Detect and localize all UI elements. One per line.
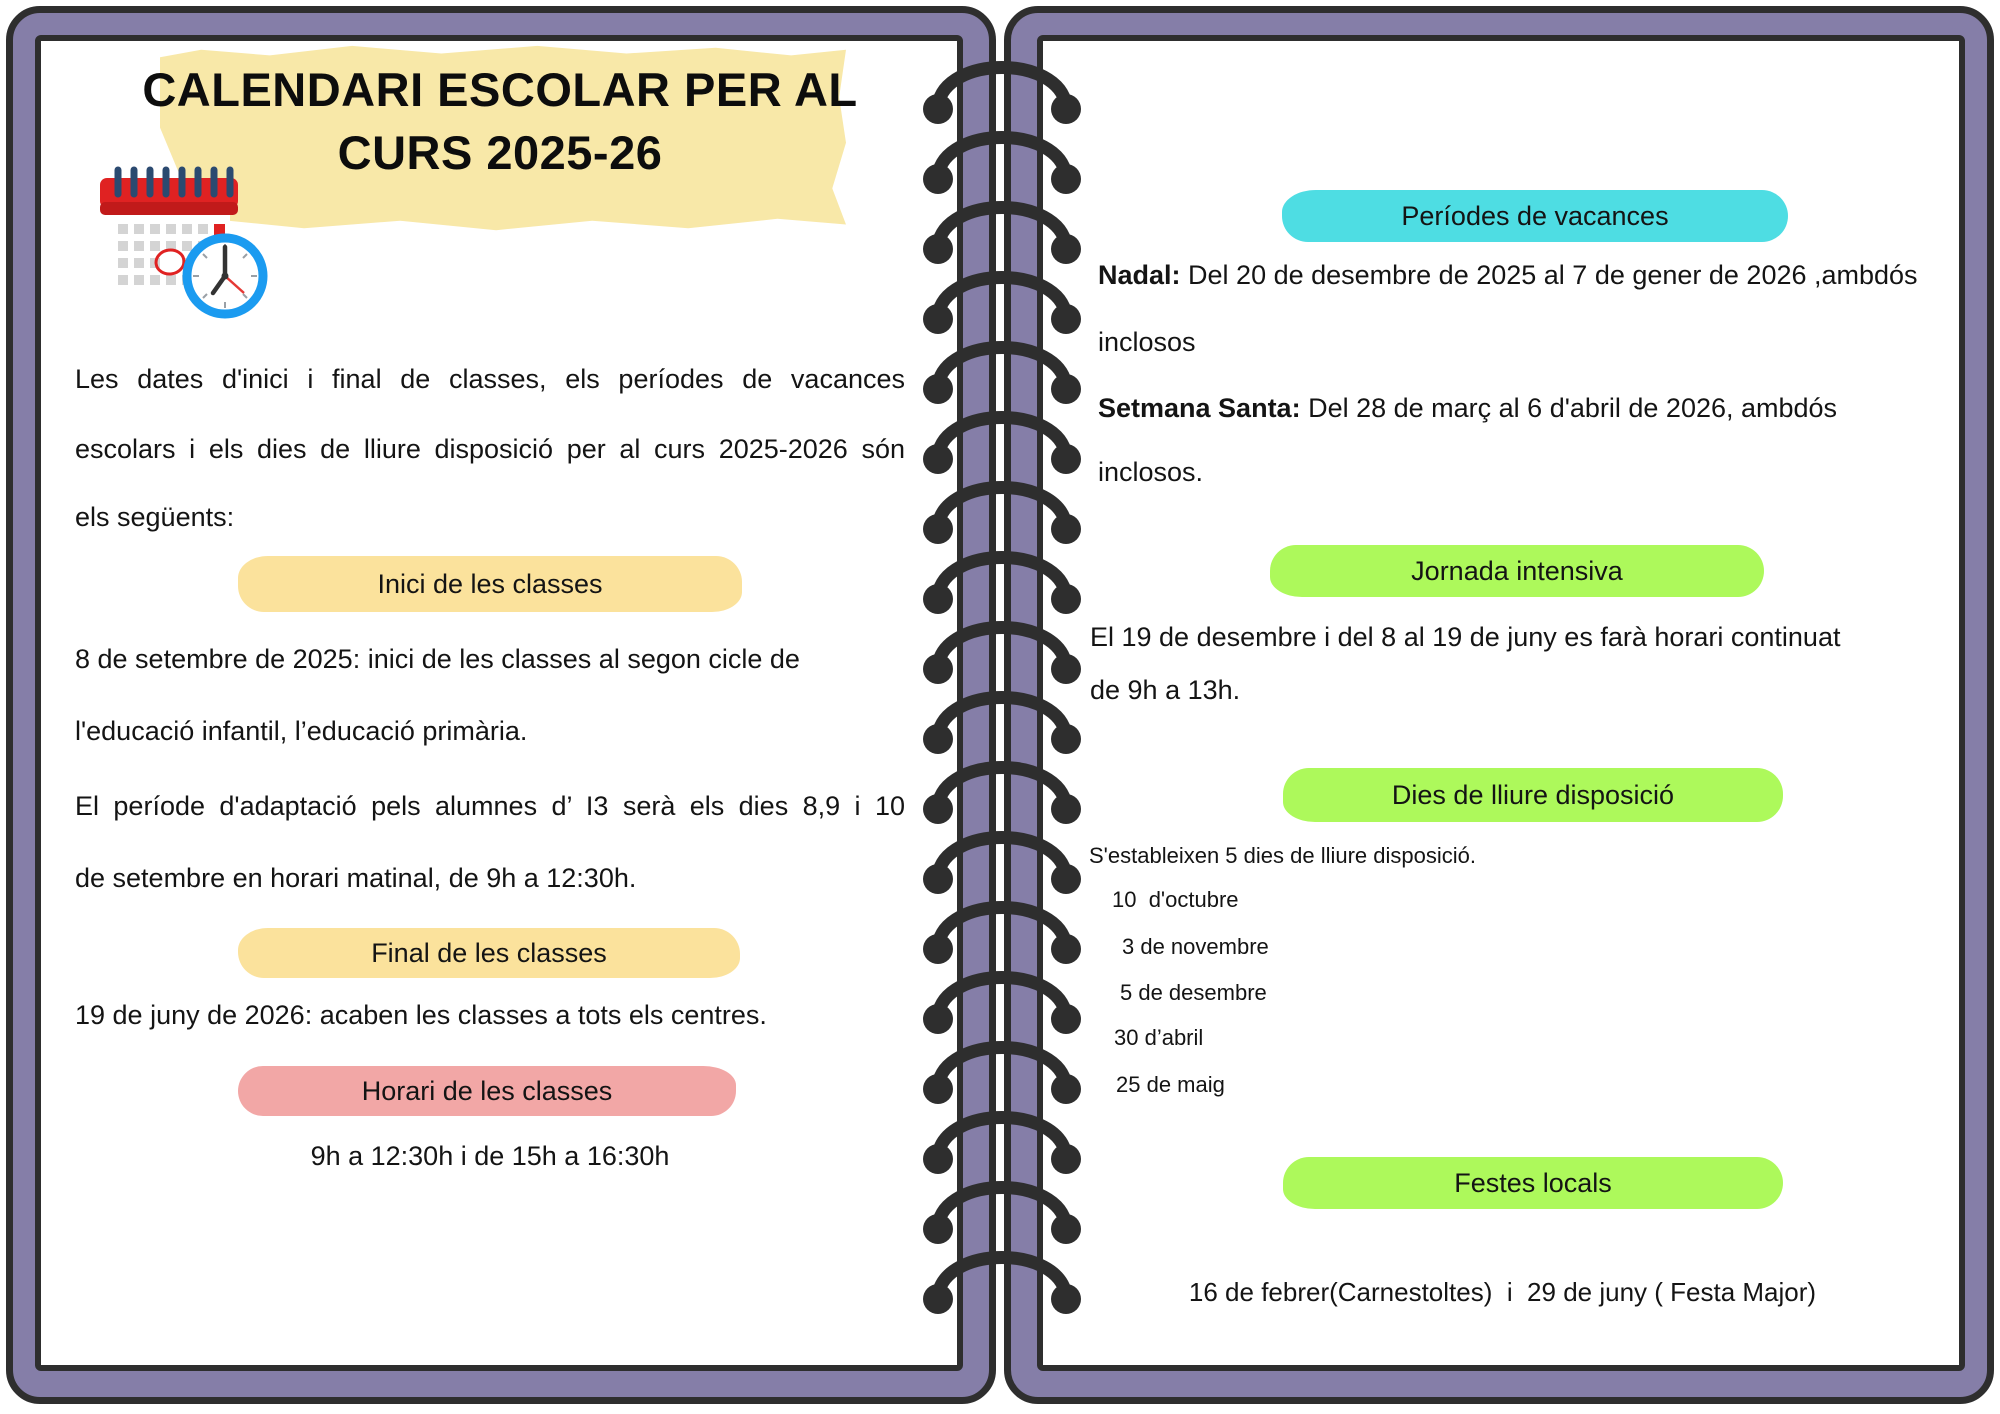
festes-line: 16 de febrer(Carnestoltes) i 29 de juny ( Festa Major)	[1188, 1277, 1817, 1307]
jornada-line-1: El 19 de desembre i del 8 al 19 de juny es farà horari continuat	[1090, 622, 1841, 652]
setmana-line	[1098, 388, 1837, 428]
section-pill-final-label: Final de les classes	[371, 937, 607, 968]
dies-intro: S'estableixen 5 dies de lliure disposició.	[1089, 843, 1476, 868]
dies-item-1: 10 d'octubre	[1112, 887, 1239, 912]
horari-line: 9h a 12:30h i de 15h a 16:30h	[310, 1141, 670, 1171]
section-pill-horari	[238, 1066, 736, 1116]
section-pill-dies-label: Dies de lliure disposició	[1391, 779, 1675, 810]
page-title-line1: CALENDARI ESCOLAR PER AL	[142, 63, 858, 116]
nadal-line	[1098, 255, 1918, 295]
nadal-cont: inclosos	[1098, 327, 1196, 357]
section-pill-festes	[1283, 1157, 1783, 1209]
section-pill-dies	[1283, 768, 1783, 822]
dies-item-3: 5 de desembre	[1120, 980, 1267, 1005]
intro-line-1: Les dates d'inici i final de classes, els períodes de vacances	[75, 364, 905, 394]
section-pill-festes-label: Festes locals	[1454, 1167, 1612, 1198]
page-title-line2: CURS 2025-26	[337, 126, 663, 179]
jornada-line-2: de 9h a 13h.	[1090, 675, 1241, 705]
dies-item-2: 3 de novembre	[1122, 934, 1269, 959]
section-pill-inici	[238, 556, 742, 612]
setmana-cont: inclosos.	[1098, 457, 1204, 487]
dies-item-4: 30 d’abril	[1114, 1025, 1204, 1050]
section-pill-horari-label: Horari de les classes	[361, 1075, 613, 1106]
section-pill-jornada-label: Jornada intensiva	[1411, 555, 1623, 586]
inici-line-1: 8 de setembre de 2025: inici de les classes al segon cicle de	[75, 644, 800, 674]
section-pill-jornada	[1270, 545, 1764, 597]
inici-line-2: l'educació infantil, l’educació primària.	[75, 716, 528, 746]
dies-item-5: 25 de maig	[1116, 1072, 1225, 1097]
section-pill-final	[238, 928, 740, 978]
final-line: 19 de juny de 2026: acaben les classes a tots els centres.	[75, 1000, 767, 1030]
nadal-text: Del 20 de desembre de 2025 al 7 de gener de 2026 ,ambdós	[1180, 260, 1918, 290]
setmana-text: Del 28 de març al 6 d'abril de 2026, ambdós	[1300, 393, 1838, 423]
intro-line-2: escolars i els dies de lliure disposició per al curs 2025-2026 són	[75, 434, 905, 464]
inici-line-4: de setembre en horari matinal, de 9h a 12:30h.	[75, 863, 637, 893]
setmana-label: Setmana Santa:	[1098, 393, 1301, 423]
inici-line-3: El període d'adaptació pels alumnes d’ I3 serà els dies 8,9 i 10	[75, 791, 905, 821]
nadal-label: Nadal:	[1098, 260, 1181, 290]
section-pill-inici-label: Inici de les classes	[377, 568, 603, 599]
clock-icon	[180, 231, 270, 321]
section-pill-vacances-label: Períodes de vacances	[1401, 200, 1669, 231]
section-pill-vacances	[1282, 190, 1788, 242]
intro-line-3: els següents:	[75, 502, 235, 532]
